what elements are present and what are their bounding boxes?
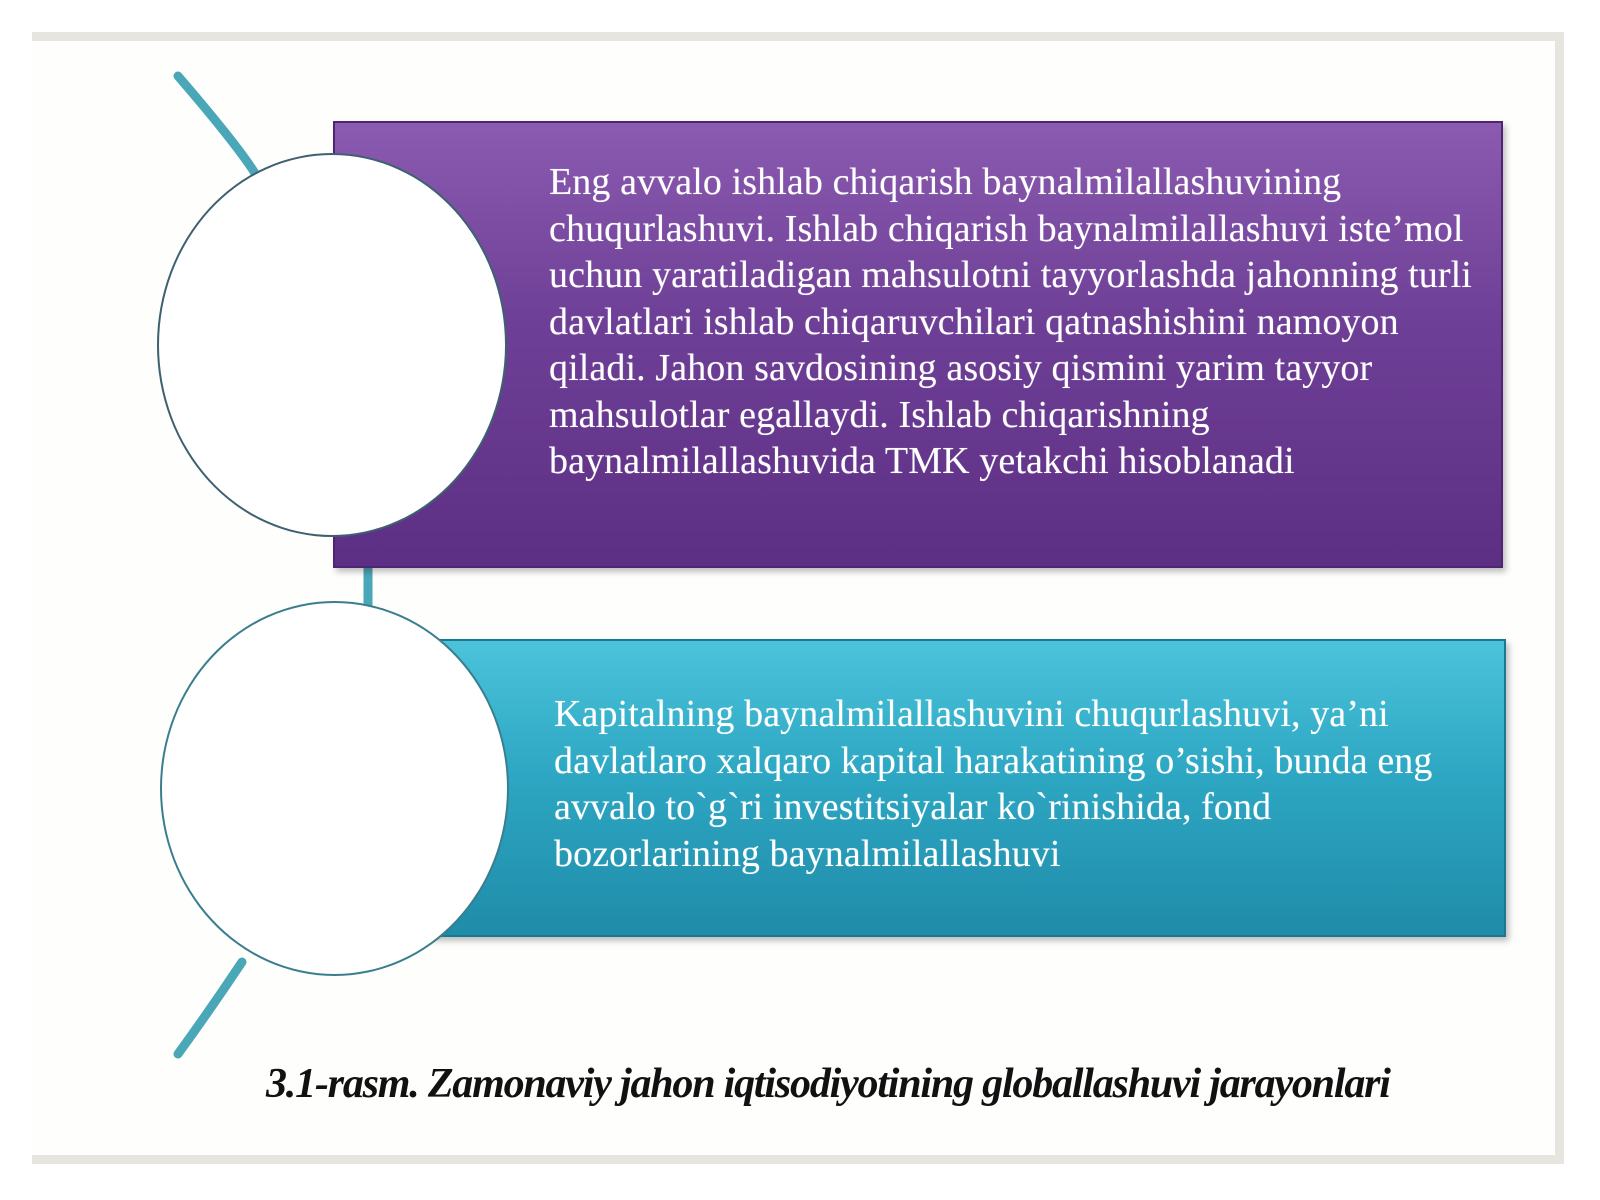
figure-caption: 3.1-rasm. Zamonaviy jahon iqtisodiyotining globallashuvi jarayonlari: [266, 1061, 1390, 1107]
process-card-2-text: Kapitalning baynalmilallashuvini chuqurlashuvi, ya’ni davlatlaro xalqaro kapital harakatining o’sishi, bunda eng avvalo to`g`ri investitsiyalar ko`rinishida, fond bozorlarining baynalmilallashuvi: [554, 693, 1433, 875]
process-circle-1: [157, 153, 507, 537]
process-circle-2: [160, 601, 509, 976]
process-card-2: [394, 639, 1506, 937]
process-card-1-text: Eng avvalo ishlab chiqarish baynalmilallashuvining chuqurlashuvi. Ishlab chiqarish baynalmilallashuvi iste’mol uchun yaratiladigan mahsulotni tayyorlashda jahonning turli davlatlari ishlab chiqaruvchilari qatnashishini namoyon qiladi. Jahon savdosining asosiy qismini yarim tayyor mahsulotlar egallaydi. Ishlab chiqarishning baynalmilallashuvida TMK yetakchi hisoblanadi: [549, 161, 1472, 482]
process-card-1: [333, 121, 1503, 568]
